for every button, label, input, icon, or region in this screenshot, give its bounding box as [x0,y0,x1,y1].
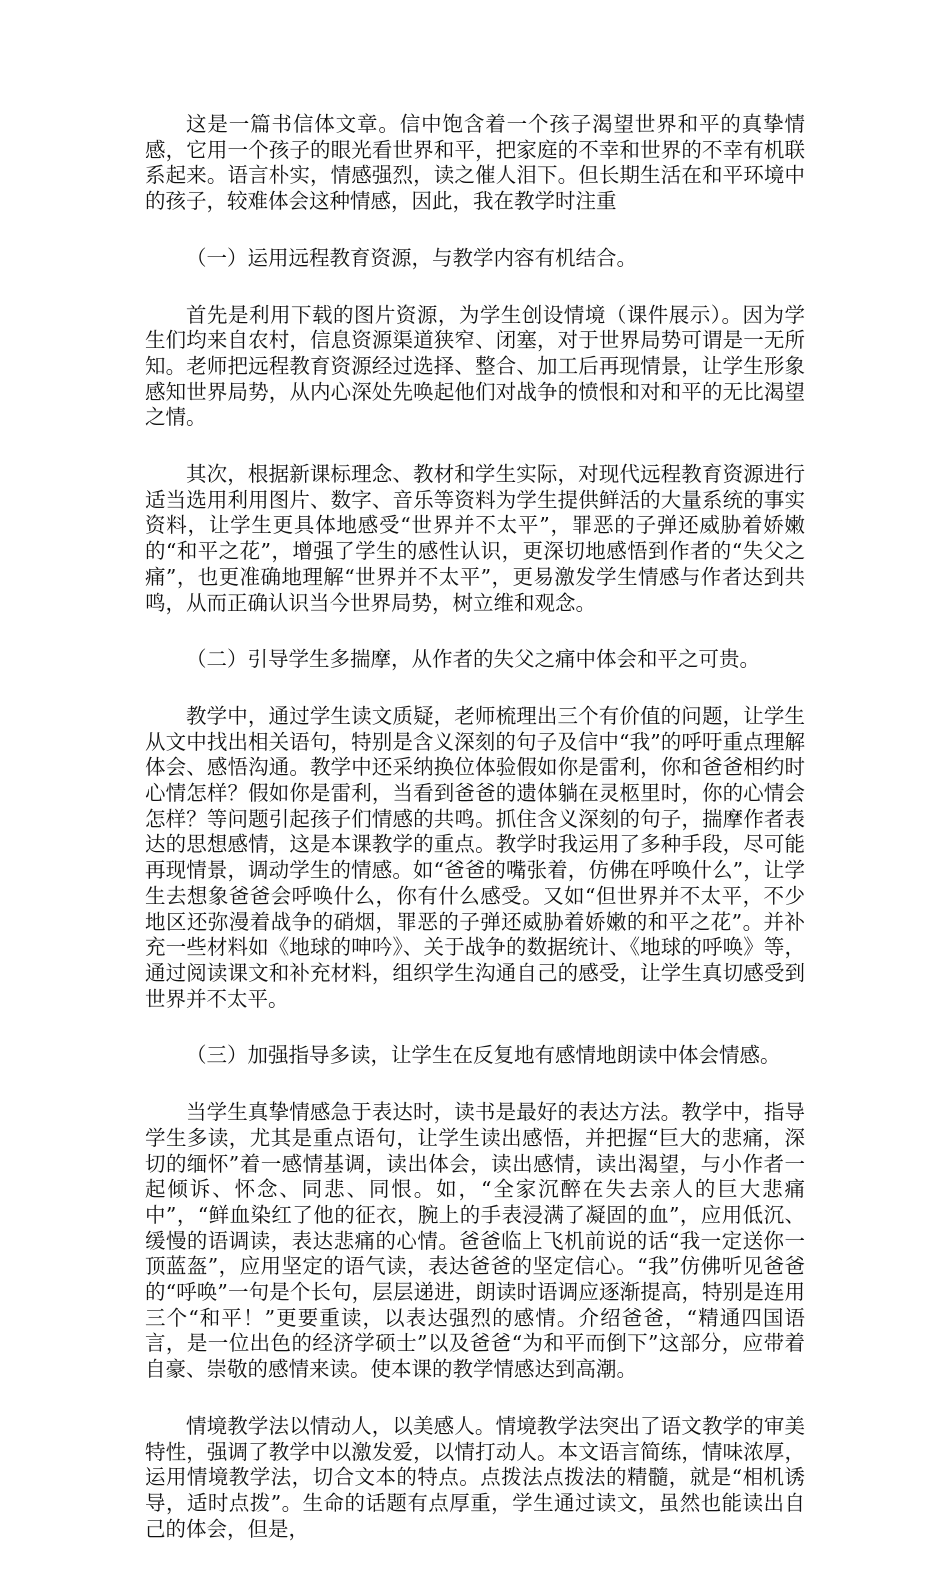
section-heading-2: （二）引导学生多揣摩，从作者的失父之痛中体会和平之可贵。 [186,647,760,672]
section-heading-1: （一）运用远程教育资源，与教学内容有机结合。 [186,245,637,270]
paragraph-intro: 这是一篇书信体文章。信中饱含着一个孩子渴望世界和平的真挚情感，它用一个孩子的眼光看世界和平，把家庭的不幸和世界的不幸有机联系起来。语言朴实，情感强烈，读之催人泪下。但长期生活在和平环境中的孩子，较难体会这种情感，因此，我在教学时注重 [145,112,805,214]
paragraph-section-3: 当学生真挚情感急于表达时，读书是最好的表达方法。教学中，指导学生多读，尤其是重点语句，让学生读出感悟，并把握“巨大的悲痛，深切的缅怀”着一感情基调，读出体会，读出感情，读出渴望，与小作者一起倾诉、怀念、同悲、同恨。如，“全家沉醉在失去亲人的巨大悲痛中”，“鲜血染红了他的征衣，腕上的手表浸满了凝固的血”，应用低沉、缓慢的语调读，表达悲痛的心情。爸爸临上飞机前说的话“我一定送你一顶蓝盔”，应用坚定的语气读，表达爸爸的坚定信心。“我”仿佛听见爸爸的“呼唤”一句是个长句，层层递进，朗读时语调应逐渐提高，特别是连用三个“和平！”更要重读，以表达强烈的感情。介绍爸爸，“精通四国语言，是一位出色的经济学硕士”以及爸爸“为和平而倒下”这部分，应带着自豪、崇敬的感情来读。使本课的教学情感达到高潮。 [145,1100,805,1382]
section-heading-3: （三）加强指导多读，让学生在反复地有感情地朗读中体会情感。 [186,1043,781,1068]
paragraph-section-2: 教学中，通过学生读文质疑，老师梳理出三个有价值的问题，让学生从文中找出相关语句，特别是含义深刻的句子及信中“我”的呼吁重点理解体会、感悟沟通。教学中还采纳换位体验假如你是雷利，你和爸爸相约时心情怎样？假如你是雷利，当看到爸爸的遗体躺在灵柩里时，你的心情会怎样？等问题引起孩子们情感的共鸣。抓住含义深刻的句子，揣摩作者表达的思想感情，这是本课教学的重点。教学时我运用了多种手段，尽可能再现情景，调动学生的情感。如“爸爸的嘴张着，仿佛在呼唤什么”，让学生去想象爸爸会呼唤什么，你有什么感受。又如“但世界并不太平，不少地区还弥漫着战争的硝烟，罪恶的子弹还威胁着娇嫩的和平之花”。并补充一些材料如《地球的呻吟》、关于战争的数据统计、《地球的呼唤》等，通过阅读课文和补充材料，组织学生沟通自己的感受，让学生真切感受到世界并不太平。 [145,703,805,1011]
document-body [145,112,805,1573]
paragraph-section-1-b: 其次，根据新课标理念、教材和学生实际，对现代远程教育资源进行适当选用利用图片、数字、音乐等资料为学生提供鲜活的大量系统的事实资料，让学生更具体地感受“世界并不太平”，罪恶的子弹还威胁着娇嫩的“和平之花”，增强了学生的感性认识，更深切地感悟到作者的“失父之痛”，也更准确地理解“世界并不太平”，更易激发学生情感与作者达到共鸣，从而正确认识当今世界局势，树立维和观念。 [145,462,805,615]
paragraph-section-1-a: 首先是利用下载的图片资源，为学生创设情境（课件展示）。因为学生们均来自农村，信息资源渠道狭窄、闭塞，对于世界局势可谓是一无所知。老师把远程教育资源经过选择、整合、加工后再现情景，让学生形象感知世界局势，从内心深处先唤起他们对战争的愤恨和对和平的无比渴望之情。 [145,302,805,430]
paragraph-method: 情境教学法以情动人，以美感人。情境教学法突出了语文教学的审美特性，强调了教学中以激发爱，以情打动人。本文语言简练，情味浓厚，运用情境教学法，切合文本的特点。点拨法点拨法的精髓，就是“相机诱导，适时点拨”。生命的话题有点厚重，学生通过读文，虽然也能读出自己的体会，但是， [145,1413,805,1541]
